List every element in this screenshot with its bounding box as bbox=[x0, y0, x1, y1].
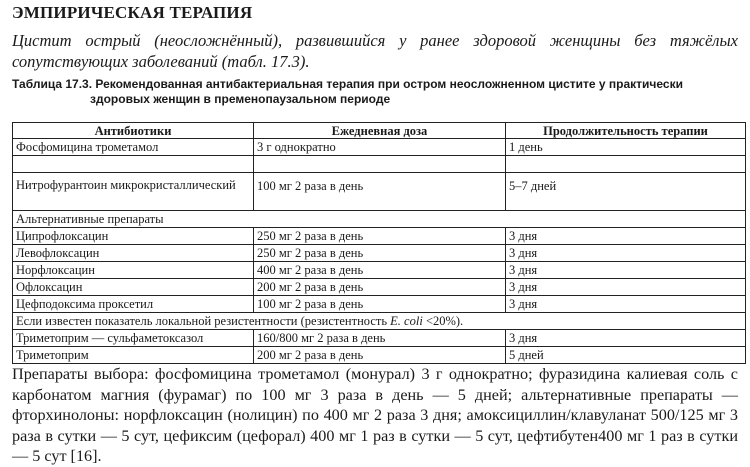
duration-cell: 3 дня bbox=[506, 279, 746, 296]
header-duration: Продолжительность терапии bbox=[506, 123, 746, 139]
drug-cell: Ципрофлоксацин bbox=[13, 228, 254, 245]
table-row bbox=[13, 139, 746, 156]
resistance-note-organism: E. coli bbox=[390, 314, 423, 328]
dose-cell: 250 мг 2 раза в день bbox=[254, 228, 506, 245]
table-row bbox=[13, 296, 746, 313]
table-caption-line-2: здоровых женщин в пременопаузальном периоде bbox=[90, 92, 391, 106]
header-antibiotics: Антибиотики bbox=[13, 123, 254, 139]
drug-cell bbox=[13, 173, 254, 211]
intro-paragraph: Цистит острый (неосложнённый), развившийся у ранее здоровой женщины без тяжёлых сопутствующих заболеваний (табл. 17.3). bbox=[12, 31, 738, 71]
table-row bbox=[13, 245, 746, 262]
dose-cell: 200 мг 2 раза в день bbox=[254, 347, 506, 364]
duration-cell: 1 день bbox=[506, 139, 746, 156]
duration-cell bbox=[506, 173, 746, 211]
table-row-empty bbox=[13, 156, 746, 173]
dose-cell: 3 г однократно bbox=[254, 139, 506, 156]
drug-cell: Триметоприм bbox=[13, 347, 254, 364]
drug-name: Нитрофурантоин микрокристаллический bbox=[16, 178, 236, 192]
resistance-note-row bbox=[13, 313, 746, 330]
resistance-note-end: <20%). bbox=[422, 314, 464, 328]
duration-cell: 3 дня bbox=[506, 228, 746, 245]
duration-cell: 3 дня bbox=[506, 296, 746, 313]
dose-cell: 160/800 мг 2 раза в день bbox=[254, 330, 506, 347]
dose-cell: 250 мг 2 раза в день bbox=[254, 245, 506, 262]
resistance-note bbox=[13, 313, 746, 330]
drug-cell: Цефподоксима проксетил bbox=[13, 296, 254, 313]
dose-cell: 100 мг 2 раза в день bbox=[254, 296, 506, 313]
drug-cell bbox=[13, 156, 254, 173]
duration-value: 5–7 дней bbox=[509, 179, 557, 193]
drug-cell: Офлоксацин bbox=[13, 279, 254, 296]
table-caption-line-1: Таблица 17.3. Рекомендованная антибактериальная терапия при остром неосложненном цистите у практически bbox=[12, 77, 683, 91]
table-row bbox=[13, 173, 746, 211]
dose-cell bbox=[254, 156, 506, 173]
drug-cell: Фосфомицина трометамол bbox=[13, 139, 254, 156]
table-row bbox=[13, 330, 746, 347]
treatment-paragraph: Препараты выбора: фосфомицина трометамол (монурал) 3 г однократно; фуразидина калиевая соль с карбонатом магния (фурамаг) по 100 мг 3 раза в день — 5 дней; альтернативные препараты — фторхинолоны: норфлоксацин (нолицин) по 400 мг 2 раза 3 дня; амоксициллин/клавуланат 500/125 мг 3 раза в сутки — 5 сут, цефиксим (цефорал) 400 мг 1 раз в сутки — 5 сут, цефтибутен400 мг 1 раз в сутки — 5 сут [16]. bbox=[12, 365, 738, 465]
duration-cell: 3 дня bbox=[506, 330, 746, 347]
table-row bbox=[13, 279, 746, 296]
table-row bbox=[13, 347, 746, 364]
dose-cell bbox=[254, 173, 506, 211]
drug-cell: Левофлоксацин bbox=[13, 245, 254, 262]
drug-cell: Норфлоксацин bbox=[13, 262, 254, 279]
duration-cell bbox=[506, 156, 746, 173]
header-daily-dose: Ежедневная доза bbox=[254, 123, 506, 139]
drug-cell: Триметоприм — сульфаметоксазол bbox=[13, 330, 254, 347]
dose-value: 100 мг 2 раза в день bbox=[257, 179, 364, 193]
table-row bbox=[13, 262, 746, 279]
alternative-drugs-label: Альтернативные препараты bbox=[13, 211, 746, 228]
alternative-drugs-label-row bbox=[13, 211, 746, 228]
dose-cell: 200 мг 2 раза в день bbox=[254, 279, 506, 296]
section-heading: ЭМПИРИЧЕСКАЯ ТЕРАПИЯ bbox=[12, 3, 253, 22]
dose-cell: 400 мг 2 раза в день bbox=[254, 262, 506, 279]
resistance-note-start: Если известен показатель локальной резистентности (резистентность bbox=[16, 314, 391, 328]
table-row bbox=[13, 228, 746, 245]
duration-cell: 3 дня bbox=[506, 262, 746, 279]
antibiotics-table bbox=[12, 122, 746, 364]
table-header-row bbox=[13, 123, 746, 139]
duration-cell: 3 дня bbox=[506, 245, 746, 262]
duration-cell: 5 дней bbox=[506, 347, 746, 364]
table-caption bbox=[12, 77, 742, 107]
